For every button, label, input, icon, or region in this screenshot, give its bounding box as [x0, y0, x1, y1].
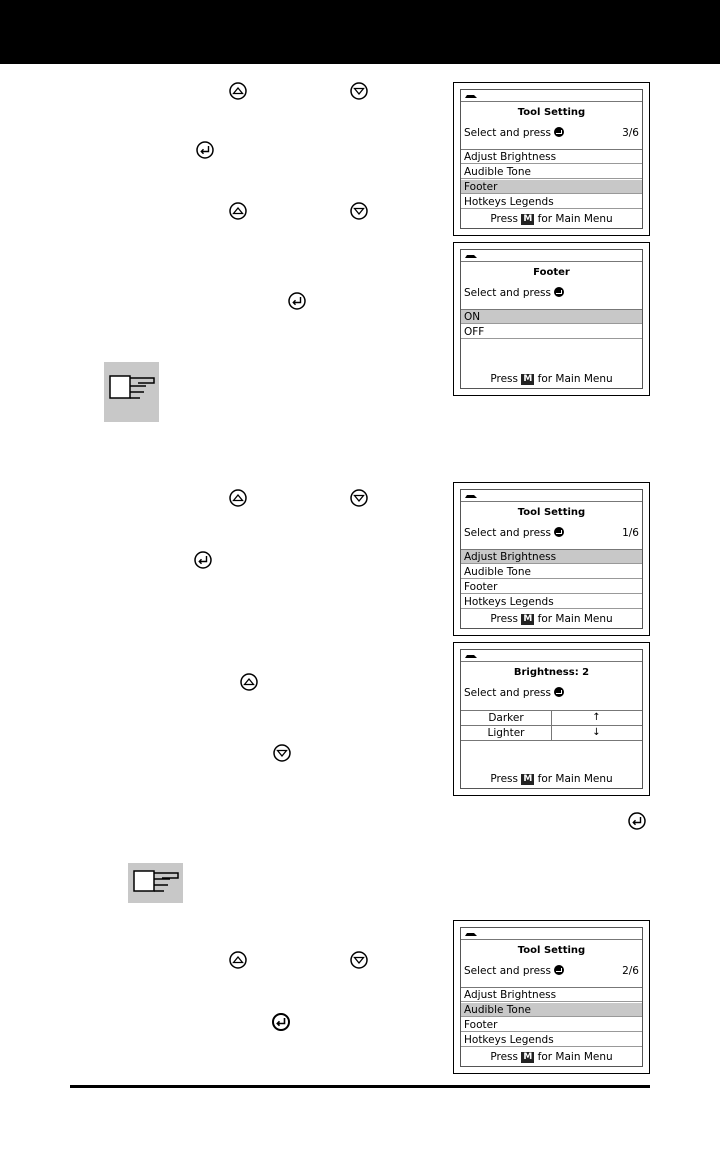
screen-title: Tool Setting [517, 507, 586, 518]
down-arrow-button-icon [350, 202, 368, 220]
car-icon [464, 491, 478, 501]
up-arrow-button-icon [240, 673, 258, 691]
down-arrow-button-icon [273, 744, 291, 762]
menu-item[interactable]: Footer [461, 580, 642, 594]
screen-footer: Press M for Main Menu [490, 373, 613, 385]
down-arrow-button-icon [350, 489, 368, 507]
menu-item[interactable]: Audible Tone [461, 565, 642, 579]
screen-title: Tool Setting [517, 107, 586, 118]
menu-item[interactable]: Hotkeys Legends [461, 1033, 642, 1047]
menu-item-selected[interactable]: ON [461, 310, 642, 324]
menu-item[interactable]: Audible Tone [461, 165, 642, 179]
up-arrow-button-icon [229, 82, 247, 100]
pointing-hand-note-icon [128, 863, 183, 903]
screen-prompt: Select and press [464, 965, 564, 977]
menu-item[interactable]: Hotkeys Legends [461, 595, 642, 609]
screen-count: 3/6 [622, 127, 639, 139]
screen-prompt: Select and press [464, 287, 564, 299]
screen-prompt: Select and press [464, 527, 564, 539]
enter-icon [554, 287, 564, 297]
screen-footer: Press M for Main Menu [490, 613, 613, 625]
down-arrow-icon: ↓ [592, 727, 601, 738]
enter-button-icon [628, 812, 646, 830]
enter-button-icon [194, 551, 212, 569]
screen-count: 2/6 [622, 965, 639, 977]
screen-title: Footer [533, 267, 570, 278]
enter-icon [554, 127, 564, 137]
screen-prompt: Select and press [464, 127, 564, 139]
screen-title: Tool Setting [517, 945, 586, 956]
car-icon [464, 929, 478, 939]
pointing-hand-note-icon [104, 362, 159, 422]
enter-button-icon [288, 292, 306, 310]
screen-title: Brightness: 2 [513, 667, 590, 678]
menu-item-selected[interactable]: Adjust Brightness [461, 550, 642, 564]
menu-item-selected[interactable]: Footer [461, 180, 642, 194]
screen-footer [453, 242, 650, 396]
up-arrow-button-icon [229, 489, 247, 507]
brightness-label: Darker [461, 711, 552, 725]
up-arrow-button-icon [229, 951, 247, 969]
car-icon [464, 251, 478, 261]
car-icon [464, 651, 478, 661]
brightness-label: Lighter [461, 726, 552, 740]
up-arrow-icon: ↑ [592, 712, 601, 723]
screen-tool-setting-tone [453, 920, 650, 1074]
enter-icon [554, 965, 564, 975]
brightness-row[interactable] [461, 726, 642, 740]
screen-prompt: Select and press [464, 687, 564, 699]
enter-button-icon [196, 141, 214, 159]
brightness-table [461, 710, 642, 741]
up-arrow-button-icon [229, 202, 247, 220]
menu-item[interactable]: Adjust Brightness [461, 988, 642, 1002]
screen-footer: Press M for Main Menu [490, 773, 613, 785]
menu-item[interactable]: OFF [461, 325, 642, 339]
bottom-rule [70, 1085, 650, 1088]
screen-brightness [453, 642, 650, 796]
menu-item[interactable]: Footer [461, 1018, 642, 1032]
header-bar [0, 0, 720, 64]
brightness-row[interactable] [461, 711, 642, 726]
menu-item-selected[interactable]: Audible Tone [461, 1003, 642, 1017]
car-icon [464, 91, 478, 101]
screen-count: 1/6 [622, 527, 639, 539]
screen-footer: Press M for Main Menu [490, 1051, 613, 1063]
enter-icon [554, 527, 564, 537]
enter-icon [554, 687, 564, 697]
enter-button-icon [272, 1013, 290, 1031]
menu-item[interactable]: Adjust Brightness [461, 150, 642, 164]
screen-tool-setting-brightness [453, 482, 650, 636]
down-arrow-button-icon [350, 82, 368, 100]
down-arrow-button-icon [350, 951, 368, 969]
menu-item[interactable]: Hotkeys Legends [461, 195, 642, 209]
screen-tool-setting-footer [453, 82, 650, 236]
screen-footer: Press M for Main Menu [490, 213, 613, 225]
